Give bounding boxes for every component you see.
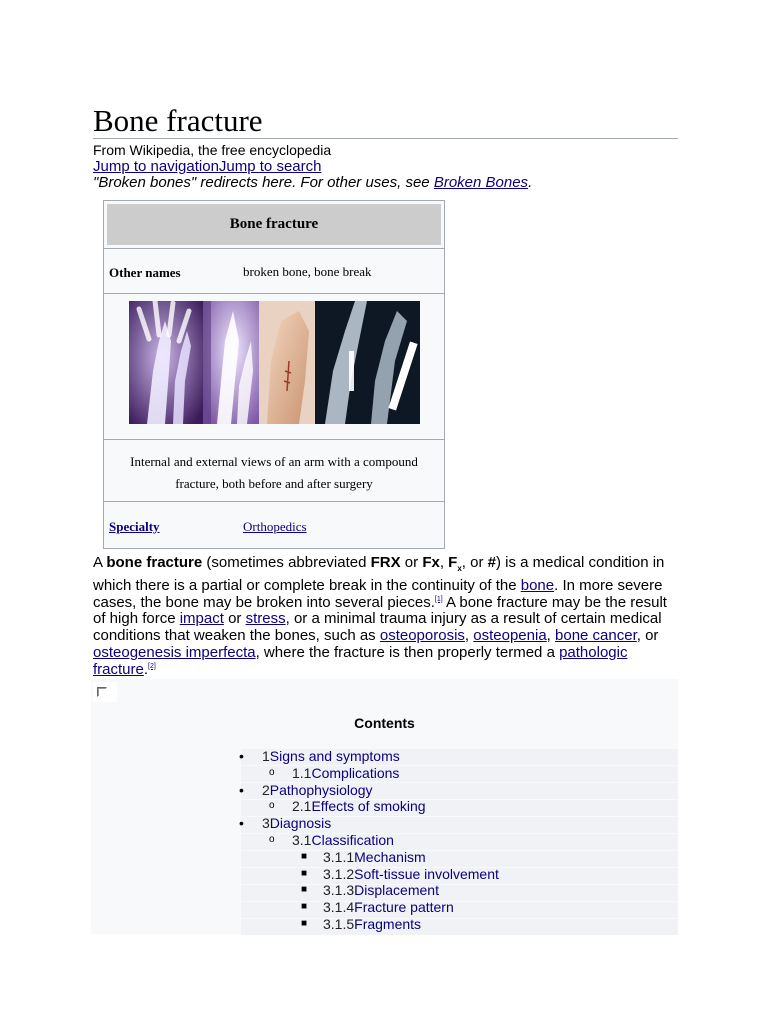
- site-tagline: From Wikipedia, the free encyclopedia: [93, 142, 332, 158]
- circle-bullet: o: [269, 800, 275, 812]
- disc-bullet: •: [239, 815, 244, 832]
- pathologic-fracture-link[interactable]: pathologic fracture: [93, 643, 628, 678]
- title-divider: [93, 138, 678, 139]
- reference-2-link[interactable]: [2]: [148, 662, 156, 670]
- circle-bullet: o: [269, 834, 275, 845]
- toc-link[interactable]: [292, 765, 399, 782]
- toc-link[interactable]: [323, 882, 439, 899]
- toc-header: [91, 679, 678, 731]
- xray-image-2: [203, 301, 259, 424]
- toc-link[interactable]: [292, 798, 426, 815]
- arm-photo: [259, 301, 315, 424]
- toc-label: Complications: [311, 764, 400, 781]
- toc-number: 3.1.4: [323, 899, 355, 916]
- toc-link[interactable]: [323, 866, 499, 883]
- lead-bold-abbrev: [448, 554, 462, 571]
- lead-text: . In more severe cases, the bone may be broken into several pieces.: [93, 576, 663, 611]
- square-bullet: ■: [301, 867, 308, 879]
- stress-link[interactable]: stress: [245, 610, 286, 628]
- lead-text: or: [400, 554, 423, 571]
- lead-text: ,: [546, 627, 556, 645]
- infobox-other-names-row: [104, 248, 444, 294]
- lead-paragraph: [93, 555, 678, 679]
- toc-link[interactable]: [323, 916, 421, 933]
- lead-text: , or a minimal trauma injury as a result of certain medical conditions that weaken the bones, such as: [93, 610, 662, 645]
- osteopenia-link[interactable]: osteopenia: [473, 627, 547, 645]
- fracture-xray-images[interactable]: [129, 301, 420, 424]
- toc-number: 3.1.1: [323, 848, 355, 865]
- toc-title: Contents: [354, 715, 415, 731]
- lead-text: .: [143, 660, 149, 678]
- circle-bullet: o: [269, 766, 275, 778]
- osteogenesis-imperfecta-link[interactable]: osteogenesis imperfecta: [93, 643, 256, 661]
- toc-number: 3.1: [292, 832, 312, 848]
- square-bullet: ■: [301, 918, 308, 929]
- infobox-title: Bone fracture: [107, 204, 441, 245]
- jump-to-navigation-link[interactable]: Jump to navigation: [93, 158, 219, 175]
- toc-number: 2.1: [292, 798, 312, 815]
- toc-link[interactable]: [323, 899, 454, 916]
- toc-label: Fracture pattern: [354, 899, 454, 916]
- toc-number: 3.1.2: [323, 865, 355, 882]
- jump-to-search-link[interactable]: Jump to search: [218, 158, 322, 175]
- toc-label: Displacement: [354, 882, 439, 899]
- infobox-header-row: [104, 201, 444, 249]
- page-title: Bone fracture: [93, 103, 263, 138]
- lead-text: A: [93, 554, 107, 571]
- lead-bold-abbrev: FRX: [370, 554, 401, 571]
- specialty-label-link[interactable]: Specialty: [109, 519, 160, 534]
- lead-text: , or: [636, 627, 659, 645]
- lead-text: A bone fracture may be the result of high force: [93, 593, 667, 628]
- lead-text: ,: [464, 627, 474, 645]
- toc-number: 2: [262, 781, 270, 798]
- disc-bullet: •: [239, 781, 244, 798]
- toc-link[interactable]: [292, 832, 394, 849]
- checkbox-icon: [97, 687, 107, 697]
- toc-number: 3.1.5: [323, 916, 355, 932]
- lead-text: or: [223, 610, 246, 628]
- hatnote-text: "Broken bones" redirects here. For other uses, see: [93, 174, 434, 191]
- toc-link[interactable]: [262, 815, 331, 832]
- toc-label: Classification: [311, 832, 394, 848]
- toc-toggle-checkbox[interactable]: [93, 682, 117, 702]
- other-names-value: broken bone, bone break: [243, 264, 372, 279]
- broken-bones-link[interactable]: Broken Bones: [433, 174, 529, 191]
- infobox: [103, 200, 445, 549]
- toc-number: 1.1: [292, 764, 312, 781]
- disc-bullet: •: [239, 748, 244, 764]
- hatnote-end: .: [528, 174, 533, 191]
- toc-label: Fragments: [354, 916, 422, 932]
- toc-link[interactable]: [323, 849, 426, 866]
- post-surgery-xray: [315, 301, 420, 424]
- lead-bold-abbrev: Fx: [422, 554, 440, 571]
- impact-link[interactable]: impact: [179, 610, 224, 628]
- square-bullet: ■: [301, 901, 308, 913]
- lead-text: ,: [439, 554, 449, 571]
- toc-link[interactable]: [262, 782, 373, 799]
- infobox-specialty-row: [104, 504, 444, 548]
- toc-number: 1: [262, 748, 270, 764]
- toc-label: Pathophysiology: [269, 781, 373, 798]
- toc-label: Signs and symptoms: [269, 748, 400, 764]
- lead-bold-term: bone fracture: [106, 554, 203, 571]
- lead-text: ) is a medical condition in which there is a partial or complete break in the continuity of the: [93, 554, 665, 594]
- toc-number: 3: [262, 815, 270, 832]
- osteoporosis-link[interactable]: osteoporosis: [379, 627, 465, 645]
- abbrev-subscript: x: [457, 564, 462, 573]
- other-names-label: Other names: [109, 265, 181, 280]
- abbrev-letter: F: [448, 554, 458, 571]
- square-bullet: ■: [301, 850, 308, 862]
- toc-number: 3.1.3: [323, 882, 355, 899]
- table-of-contents: [91, 679, 678, 934]
- reference-1-link[interactable]: [1]: [434, 595, 443, 603]
- bone-link[interactable]: bone: [520, 576, 555, 594]
- toc-link[interactable]: [262, 748, 400, 765]
- image-caption: Internal and external views of an arm with a compound fracture, both before and after surgery: [130, 454, 418, 491]
- toc-label: Effects of smoking: [311, 798, 426, 815]
- lead-text: (sometimes abbreviated: [202, 554, 371, 571]
- lead-text: , where the fracture is then properly termed a: [255, 643, 560, 661]
- xray-image-1: [129, 301, 203, 424]
- lead-bold-abbrev: #: [487, 554, 496, 571]
- bone-cancer-link[interactable]: bone cancer: [555, 627, 637, 645]
- lead-text: , or: [461, 554, 488, 571]
- hatnote: [93, 174, 532, 191]
- toc-label: Soft-tissue involvement: [354, 865, 499, 882]
- toc-label: Diagnosis: [269, 815, 332, 832]
- orthopedics-link[interactable]: Orthopedics: [243, 519, 307, 534]
- jump-links: [93, 158, 321, 175]
- toc-label: Mechanism: [354, 848, 426, 865]
- square-bullet: ■: [301, 884, 308, 896]
